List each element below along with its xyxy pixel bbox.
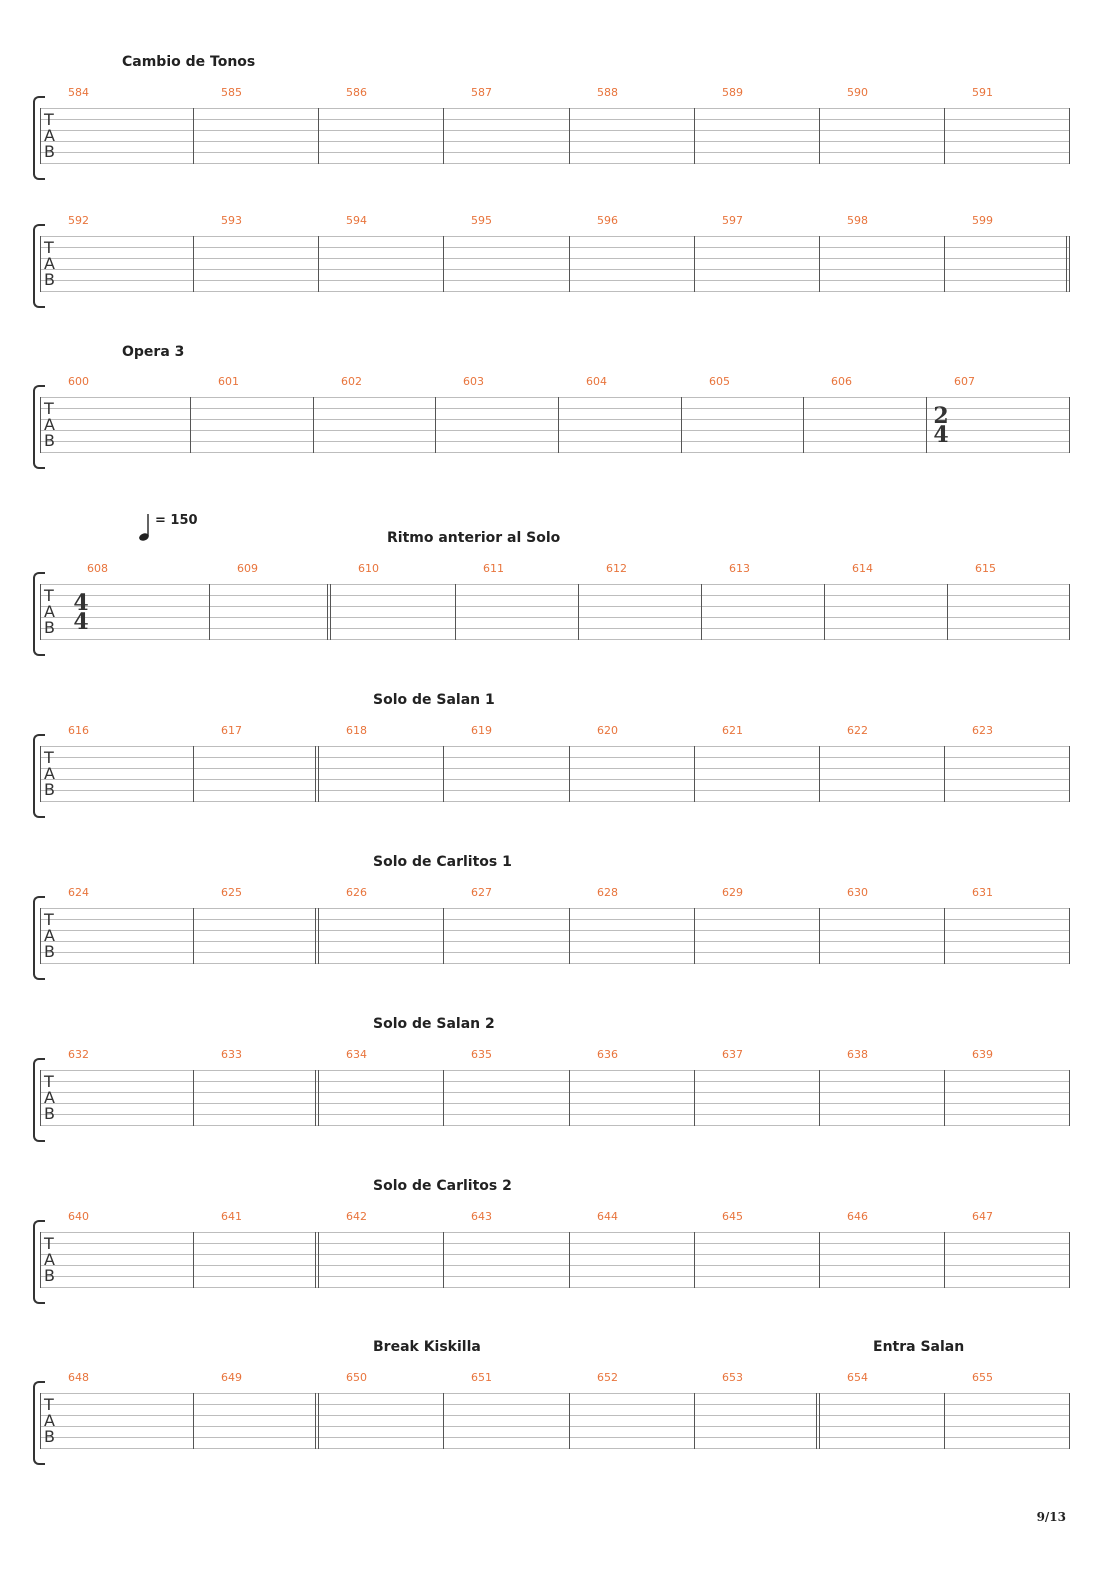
- bar-line: [944, 1070, 945, 1126]
- staff-line: [40, 1415, 1070, 1416]
- bar-line: [315, 746, 319, 802]
- measure-number: 626: [346, 886, 367, 899]
- section-label: Ritmo anterior al Solo: [387, 530, 561, 546]
- bar-line: [315, 1070, 319, 1126]
- staff-line: [40, 919, 1070, 920]
- tab-staff: [40, 584, 1070, 640]
- measure-number: 597: [722, 214, 743, 227]
- bar-line: [193, 1393, 194, 1449]
- bar-line: [569, 746, 570, 802]
- measure-number: 629: [722, 886, 743, 899]
- tab-clef-letter: A: [44, 1088, 55, 1107]
- staff-line: [40, 628, 1070, 629]
- bar-line: [819, 108, 820, 164]
- staff-line: [40, 779, 1070, 780]
- measure-number: 628: [597, 886, 618, 899]
- bar-line: [819, 746, 820, 802]
- staff-line: [40, 408, 1070, 409]
- bar-line: [315, 1232, 319, 1288]
- section-label: Solo de Carlitos 2: [373, 1178, 512, 1194]
- measure-number: 587: [471, 86, 492, 99]
- bar-line: [819, 1232, 820, 1288]
- tab-clef-letter: B: [44, 431, 55, 450]
- final-bar-line: [1066, 236, 1070, 292]
- bar-line: [40, 236, 41, 292]
- staff-line: [40, 1426, 1070, 1427]
- measure-number: 643: [471, 1210, 492, 1223]
- measure-number: 622: [847, 724, 868, 737]
- tab-clef-letter: A: [44, 1250, 55, 1269]
- staff-line: [40, 617, 1070, 618]
- tab-clef-letter: T: [44, 586, 54, 605]
- staff-line: [40, 130, 1070, 131]
- staff-line: [40, 790, 1070, 791]
- bar-line: [944, 908, 945, 964]
- staff-line: [40, 269, 1070, 270]
- staff-line: [40, 930, 1070, 931]
- measure-number: 653: [722, 1371, 743, 1384]
- bar-line: [443, 908, 444, 964]
- measure-number: 624: [68, 886, 89, 899]
- tab-clef-letter: A: [44, 926, 55, 945]
- bar-line: [944, 746, 945, 802]
- tab-staff: [40, 746, 1070, 802]
- tab-clef-letter: A: [44, 415, 55, 434]
- measure-number: 606: [831, 375, 852, 388]
- tab-clef-letter: T: [44, 1072, 54, 1091]
- bar-line: [947, 584, 948, 640]
- bar-line: [926, 397, 927, 453]
- tab-clef-letter: B: [44, 618, 55, 637]
- tempo-marking: = 150: [155, 513, 198, 528]
- tab-clef-letter: B: [44, 1266, 55, 1285]
- measure-number: 639: [972, 1048, 993, 1061]
- quarter-note-icon: [138, 512, 152, 542]
- staff-line: [40, 163, 1070, 164]
- measure-number: 609: [237, 562, 258, 575]
- final-bar-line: [1069, 1232, 1070, 1288]
- measure-number: 644: [597, 1210, 618, 1223]
- measure-number: 632: [68, 1048, 89, 1061]
- staff-line: [40, 1092, 1070, 1093]
- bar-line: [40, 397, 41, 453]
- measure-number: 647: [972, 1210, 993, 1223]
- measure-number: 603: [463, 375, 484, 388]
- bar-line: [327, 584, 331, 640]
- staff-line: [40, 1070, 1070, 1071]
- staff-line: [40, 1265, 1070, 1266]
- measure-number: 619: [471, 724, 492, 737]
- bar-line: [193, 1070, 194, 1126]
- final-bar-line: [1069, 746, 1070, 802]
- section-label: Break Kiskilla: [373, 1339, 481, 1355]
- staff-line: [40, 963, 1070, 964]
- tab-clef-letter: T: [44, 110, 54, 129]
- staff-line: [40, 941, 1070, 942]
- staff-line: [40, 397, 1070, 398]
- staff-line: [40, 1103, 1070, 1104]
- bar-line: [694, 746, 695, 802]
- bar-line: [694, 908, 695, 964]
- bar-line: [569, 236, 570, 292]
- staff-line: [40, 1393, 1070, 1394]
- measure-number: 621: [722, 724, 743, 737]
- measure-number: 616: [68, 724, 89, 737]
- measure-number: 605: [709, 375, 730, 388]
- measure-number: 596: [597, 214, 618, 227]
- measure-number: 612: [606, 562, 627, 575]
- tab-staff: [40, 397, 1070, 453]
- bar-line: [193, 108, 194, 164]
- bar-line: [816, 1393, 820, 1449]
- measure-number: 607: [954, 375, 975, 388]
- final-bar-line: [1069, 584, 1070, 640]
- section-label: Solo de Carlitos 1: [373, 854, 512, 870]
- measure-number: 646: [847, 1210, 868, 1223]
- bar-line: [193, 236, 194, 292]
- bar-line: [944, 108, 945, 164]
- bar-line: [944, 236, 945, 292]
- staff-line: [40, 1254, 1070, 1255]
- measure-number: 592: [68, 214, 89, 227]
- bar-line: [318, 108, 319, 164]
- bar-line: [313, 397, 314, 453]
- staff-line: [40, 584, 1070, 585]
- bar-line: [455, 584, 456, 640]
- measure-number: 602: [341, 375, 362, 388]
- staff-line: [40, 258, 1070, 259]
- staff-line: [40, 757, 1070, 758]
- bar-line: [40, 746, 41, 802]
- time-signature-bottom: 4: [933, 422, 949, 448]
- staff-line: [40, 1437, 1070, 1438]
- measure-number: 588: [597, 86, 618, 99]
- bar-line: [435, 397, 436, 453]
- measure-number: 600: [68, 375, 89, 388]
- staff-line: [40, 280, 1070, 281]
- bar-line: [824, 584, 825, 640]
- bar-line: [190, 397, 191, 453]
- section-label: Entra Salan: [873, 1339, 965, 1355]
- measure-number: 645: [722, 1210, 743, 1223]
- staff-line: [40, 441, 1070, 442]
- time-signature-bottom: 4: [73, 609, 89, 635]
- measure-number: 614: [852, 562, 873, 575]
- bar-line: [193, 908, 194, 964]
- measure-number: 608: [87, 562, 108, 575]
- measure-number: 649: [221, 1371, 242, 1384]
- bar-line: [694, 1393, 695, 1449]
- tab-clef-letter: B: [44, 270, 55, 289]
- final-bar-line: [1069, 1393, 1070, 1449]
- measure-number: 650: [346, 1371, 367, 1384]
- measure-number: 593: [221, 214, 242, 227]
- bar-line: [558, 397, 559, 453]
- measure-number: 641: [221, 1210, 242, 1223]
- bar-line: [443, 236, 444, 292]
- bar-line: [209, 584, 210, 640]
- staff-line: [40, 1276, 1070, 1277]
- tab-clef-letter: A: [44, 602, 55, 621]
- tab-clef-letter: B: [44, 1427, 55, 1446]
- bar-line: [443, 746, 444, 802]
- page-number: 9/13: [1036, 1510, 1066, 1524]
- tab-clef-letter: A: [44, 254, 55, 273]
- bar-line: [569, 108, 570, 164]
- bar-line: [819, 1070, 820, 1126]
- measure-number: 654: [847, 1371, 868, 1384]
- measure-number: 652: [597, 1371, 618, 1384]
- bar-line: [944, 1393, 945, 1449]
- bar-line: [803, 397, 804, 453]
- tab-staff: [40, 1393, 1070, 1449]
- final-bar-line: [1069, 397, 1070, 453]
- bar-line: [569, 908, 570, 964]
- measure-number: 594: [346, 214, 367, 227]
- staff-line: [40, 141, 1070, 142]
- measure-number: 617: [221, 724, 242, 737]
- time-signature-top: 4: [73, 590, 89, 616]
- section-label: Solo de Salan 1: [373, 692, 495, 708]
- measure-number: 636: [597, 1048, 618, 1061]
- bar-line: [819, 908, 820, 964]
- staff-line: [40, 119, 1070, 120]
- staff-line: [40, 1404, 1070, 1405]
- tab-clef-letter: B: [44, 1104, 55, 1123]
- measure-number: 630: [847, 886, 868, 899]
- tab-staff: [40, 1232, 1070, 1288]
- bar-line: [315, 1393, 319, 1449]
- bar-line: [40, 1393, 41, 1449]
- bar-line: [193, 746, 194, 802]
- measure-number: 601: [218, 375, 239, 388]
- measure-number: 634: [346, 1048, 367, 1061]
- measure-number: 599: [972, 214, 993, 227]
- measure-number: 620: [597, 724, 618, 737]
- measure-number: 627: [471, 886, 492, 899]
- staff-line: [40, 430, 1070, 431]
- staff-line: [40, 152, 1070, 153]
- bar-line: [694, 1232, 695, 1288]
- measure-number: 623: [972, 724, 993, 737]
- staff-line: [40, 419, 1070, 420]
- bar-line: [315, 908, 319, 964]
- bar-line: [40, 108, 41, 164]
- staff-line: [40, 952, 1070, 953]
- bar-line: [819, 236, 820, 292]
- tab-clef-letter: A: [44, 1411, 55, 1430]
- measure-number: 618: [346, 724, 367, 737]
- bar-line: [40, 1232, 41, 1288]
- measure-number: 640: [68, 1210, 89, 1223]
- measure-number: 611: [483, 562, 504, 575]
- staff-line: [40, 908, 1070, 909]
- measure-number: 598: [847, 214, 868, 227]
- bar-line: [443, 1393, 444, 1449]
- measure-number: 642: [346, 1210, 367, 1223]
- measure-number: 591: [972, 86, 993, 99]
- tab-clef-letter: T: [44, 748, 54, 767]
- staff-line: [40, 595, 1070, 596]
- final-bar-line: [1069, 108, 1070, 164]
- staff-line: [40, 1125, 1070, 1126]
- staff-line: [40, 1114, 1070, 1115]
- staff-line: [40, 452, 1070, 453]
- measure-number: 584: [68, 86, 89, 99]
- staff-line: [40, 247, 1070, 248]
- bar-line: [694, 1070, 695, 1126]
- measure-number: 585: [221, 86, 242, 99]
- tab-staff: [40, 908, 1070, 964]
- bar-line: [681, 397, 682, 453]
- staff-line: [40, 1287, 1070, 1288]
- tab-clef-letter: T: [44, 910, 54, 929]
- tab-staff: [40, 236, 1070, 292]
- measure-number: 635: [471, 1048, 492, 1061]
- tab-clef-letter: T: [44, 399, 54, 418]
- time-signature-top: 2: [933, 403, 949, 429]
- staff-line: [40, 606, 1070, 607]
- measure-number: 638: [847, 1048, 868, 1061]
- measure-number: 637: [722, 1048, 743, 1061]
- bar-line: [443, 1070, 444, 1126]
- measure-number: 651: [471, 1371, 492, 1384]
- staff-line: [40, 291, 1070, 292]
- bar-line: [40, 908, 41, 964]
- bar-line: [193, 1232, 194, 1288]
- measure-number: 589: [722, 86, 743, 99]
- tab-clef-letter: A: [44, 126, 55, 145]
- tab-clef-letter: T: [44, 1395, 54, 1414]
- bar-line: [569, 1232, 570, 1288]
- bar-line: [944, 1232, 945, 1288]
- tab-staff: [40, 1070, 1070, 1126]
- measure-number: 631: [972, 886, 993, 899]
- measure-number: 595: [471, 214, 492, 227]
- bar-line: [694, 108, 695, 164]
- bar-line: [569, 1070, 570, 1126]
- bar-line: [701, 584, 702, 640]
- measure-number: 655: [972, 1371, 993, 1384]
- measure-number: 610: [358, 562, 379, 575]
- staff-line: [40, 639, 1070, 640]
- bar-line: [569, 1393, 570, 1449]
- bar-line: [318, 236, 319, 292]
- staff-line: [40, 1448, 1070, 1449]
- measure-number: 633: [221, 1048, 242, 1061]
- measure-number: 625: [221, 886, 242, 899]
- section-label: Opera 3: [122, 344, 185, 360]
- measure-number: 590: [847, 86, 868, 99]
- measure-number: 648: [68, 1371, 89, 1384]
- section-label: Cambio de Tonos: [122, 54, 256, 70]
- bar-line: [443, 108, 444, 164]
- bar-line: [694, 236, 695, 292]
- measure-number: 604: [586, 375, 607, 388]
- staff-line: [40, 236, 1070, 237]
- tab-clef-letter: A: [44, 764, 55, 783]
- tab-clef-letter: T: [44, 1234, 54, 1253]
- staff-line: [40, 1232, 1070, 1233]
- measure-number: 615: [975, 562, 996, 575]
- tab-clef-letter: B: [44, 142, 55, 161]
- section-label: Solo de Salan 2: [373, 1016, 495, 1032]
- final-bar-line: [1069, 908, 1070, 964]
- staff-line: [40, 768, 1070, 769]
- staff-line: [40, 108, 1070, 109]
- tab-staff: [40, 108, 1070, 164]
- measure-number: 586: [346, 86, 367, 99]
- bar-line: [578, 584, 579, 640]
- final-bar-line: [1069, 1070, 1070, 1126]
- tab-clef-letter: B: [44, 942, 55, 961]
- staff-line: [40, 1081, 1070, 1082]
- bar-line: [40, 584, 41, 640]
- measure-number: 613: [729, 562, 750, 575]
- staff-line: [40, 801, 1070, 802]
- tab-clef-letter: B: [44, 780, 55, 799]
- bar-line: [443, 1232, 444, 1288]
- staff-line: [40, 1243, 1070, 1244]
- tab-clef-letter: T: [44, 238, 54, 257]
- staff-line: [40, 746, 1070, 747]
- bar-line: [40, 1070, 41, 1126]
